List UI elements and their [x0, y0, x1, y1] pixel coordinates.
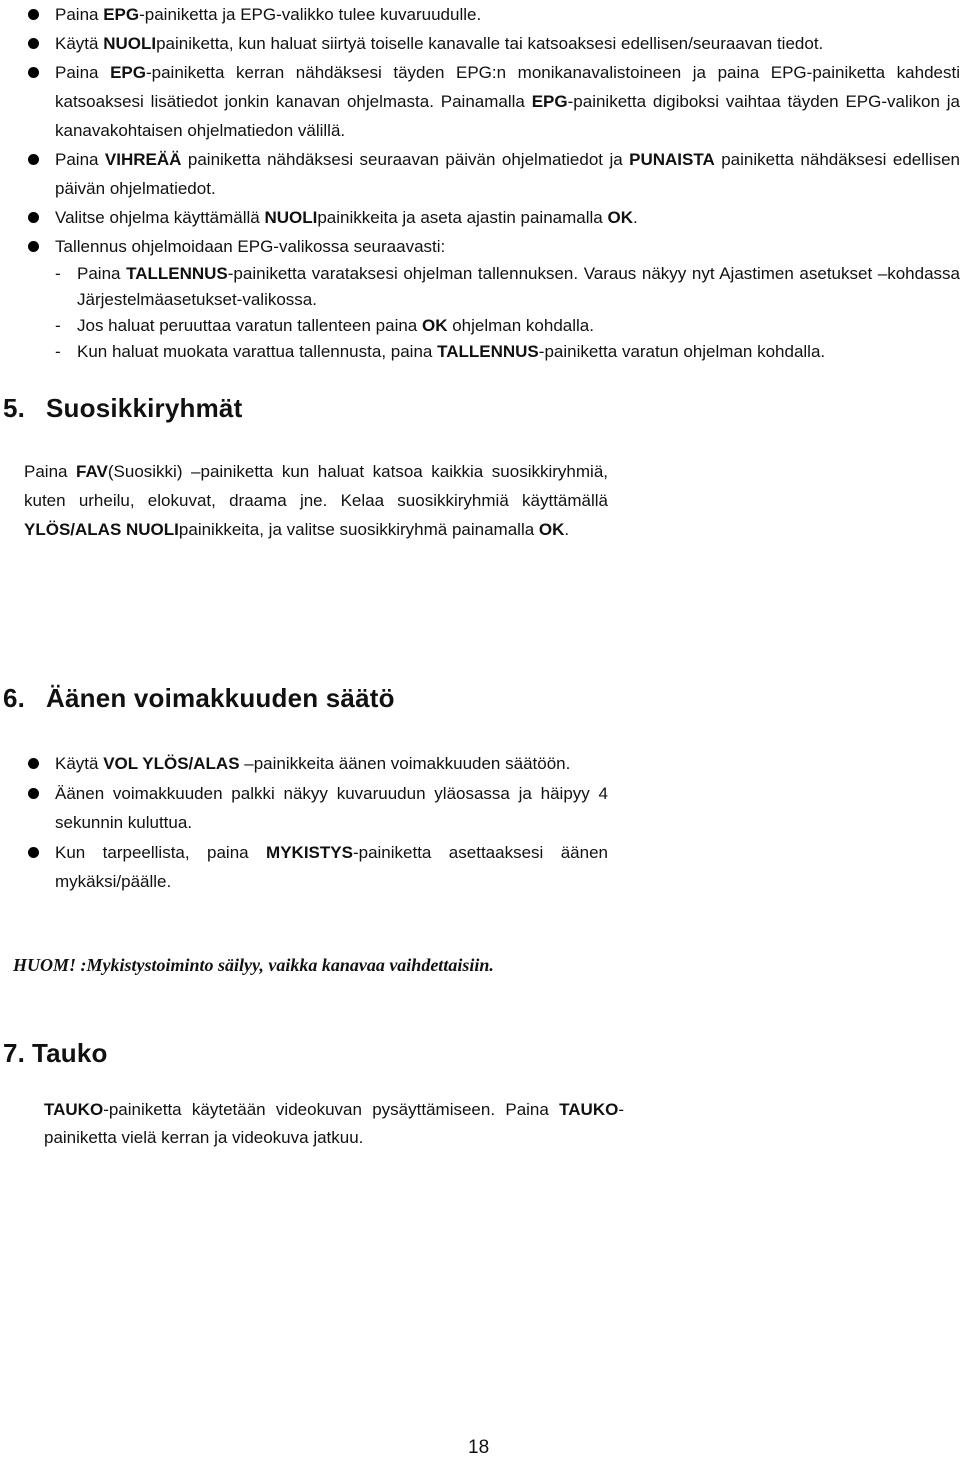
bullet-item: [24, 749, 608, 778]
text-run: Kun tarpeellista, paina: [55, 843, 267, 862]
text-run: -painiketta varataksesi ohjelman tallennuksen. Varaus näkyy nyt Ajastimen asetukset –kohdassa Järjestelmäasetukset-valikossa.: [77, 264, 960, 309]
text-run: Valitse ohjelma käyttämällä: [55, 208, 265, 227]
bold-text: OK: [607, 208, 633, 227]
bold-text: VIHREÄÄ: [104, 150, 182, 169]
bullet-item: [24, 232, 960, 261]
bold-text: TAUKO: [559, 1100, 619, 1119]
page-number: 18: [468, 1437, 490, 1458]
text-run: Paina: [55, 63, 111, 82]
text-run: Paina: [55, 150, 105, 169]
text-run: –painikkeita äänen voimakkuuden säätöön.: [239, 754, 571, 773]
section-5-heading: [3, 393, 242, 424]
bullet-item: [24, 29, 960, 58]
bold-text: VOL YLÖS/ALAS: [103, 754, 240, 773]
text-run: Käytä: [55, 754, 104, 773]
text-run: -painiketta ja EPG-valikko tulee kuvaruudulle.: [139, 5, 482, 24]
bullet-item: [24, 838, 608, 896]
section-6-heading: [3, 683, 395, 714]
text-run: -painiketta asettaaksesi äänen mykäksi/päälle.: [55, 843, 608, 891]
mute-note: HUOM! :Mykistystoiminto säilyy, vaikka kanavaa vaihdettaisiin.: [13, 955, 494, 975]
bullet-item: [24, 0, 960, 29]
bold-text: EPG: [531, 92, 568, 111]
section-5-paragraph: [24, 457, 608, 544]
section-title: Tauko: [32, 1038, 108, 1068]
bold-text: TALLENNUS: [126, 264, 228, 283]
text-run: Paina: [77, 264, 127, 283]
bold-text: EPG: [103, 5, 140, 24]
text-run: ohjelman kohdalla.: [447, 316, 594, 335]
text-run: Jos haluat peruuttaa varatun tallenteen paina: [77, 316, 422, 335]
bold-text: FAV: [76, 462, 108, 481]
bold-text: TALLENNUS: [437, 342, 539, 361]
bold-text: MYKISTYS: [266, 843, 353, 862]
bullet-item: [24, 145, 960, 203]
text-run: Äänen voimakkuuden palkki näkyy kuvaruudun yläosassa ja häipyy 4 sekunnin kuluttua.: [55, 784, 608, 832]
section-7-heading: [3, 1038, 108, 1069]
bullet-item: [24, 203, 960, 232]
bold-text: OK: [538, 520, 565, 539]
bold-text: YLÖS/ALAS NUOLI: [24, 520, 179, 539]
text-run: Paina: [55, 5, 104, 24]
dash-item: [24, 261, 960, 313]
text-run: Paina: [24, 462, 77, 481]
text-run: -painiketta käytetään videokuvan pysäyttämiseen. Paina: [103, 1100, 560, 1119]
text-run: .: [632, 208, 638, 227]
bold-text: NUOLI: [264, 208, 318, 227]
text-run: Kun haluat muokata varattua tallennusta, paina: [77, 342, 438, 361]
section-number: 5.: [3, 393, 26, 423]
bullet-item: [24, 779, 608, 837]
volume-instructions: [24, 749, 608, 897]
text-run: -painiketta vielä kerran ja videokuva jatkuu.: [44, 1100, 624, 1147]
text-run: Tallennus ohjelmoidaan EPG-valikossa seuraavasti:: [55, 237, 446, 256]
text-run: -painiketta varatun ohjelman kohdalla.: [538, 342, 826, 361]
text-run: painikkeita ja aseta ajastin painamalla: [317, 208, 608, 227]
bullet-item: [24, 58, 960, 145]
text-run: .: [564, 520, 570, 539]
bold-text: TAUKO: [44, 1100, 104, 1119]
text-run: painiketta nähdäksesi edellisen päivän ohjelmatiedot.: [55, 150, 960, 198]
section-title: Suosikkiryhmät: [46, 393, 243, 423]
section-7-paragraph: [44, 1096, 624, 1152]
bold-text: OK: [421, 316, 448, 335]
section-title: Äänen voimakkuuden säätö: [46, 683, 395, 713]
bold-text: NUOLI: [103, 34, 157, 53]
text-run: Käytä: [55, 34, 104, 53]
epg-instructions: [24, 0, 960, 365]
section-number: 7.: [3, 1038, 26, 1068]
dash-item: [24, 313, 960, 339]
section-number: 6.: [3, 683, 26, 713]
text-run: painiketta, kun haluat siirtyä toiselle kanavalle tai katsoaksesi edellisen/seuraavan tiedot.: [156, 34, 824, 53]
text-run: (Suosikki) –painiketta kun haluat katsoa kaikkia suosikkiryhmiä, kuten urheilu, elokuvat, draama jne. Kelaa suosikkiryhmiä käyttämällä: [24, 462, 609, 510]
text-run: painiketta nähdäksesi seuraavan päivän ohjelmatiedot ja: [181, 150, 630, 169]
bold-text: EPG: [110, 63, 146, 82]
text-run: -painiketta digiboksi vaihtaa täyden EPG-valikon ja kanavakohtaisen ohjelmatiedon välillä.: [55, 92, 960, 140]
text-run: painikkeita, ja valitse suosikkiryhmä painamalla: [178, 520, 539, 539]
bold-text: PUNAISTA: [629, 150, 715, 169]
text-run: -painiketta kerran nähdäksesi täyden EPG:n monikanavalistoineen ja paina EPG-painiketta kahdesti katsoaksesi lisätiedot jonkin kanavan ohjelmasta. Painamalla: [55, 63, 960, 111]
dash-item: [24, 339, 960, 365]
